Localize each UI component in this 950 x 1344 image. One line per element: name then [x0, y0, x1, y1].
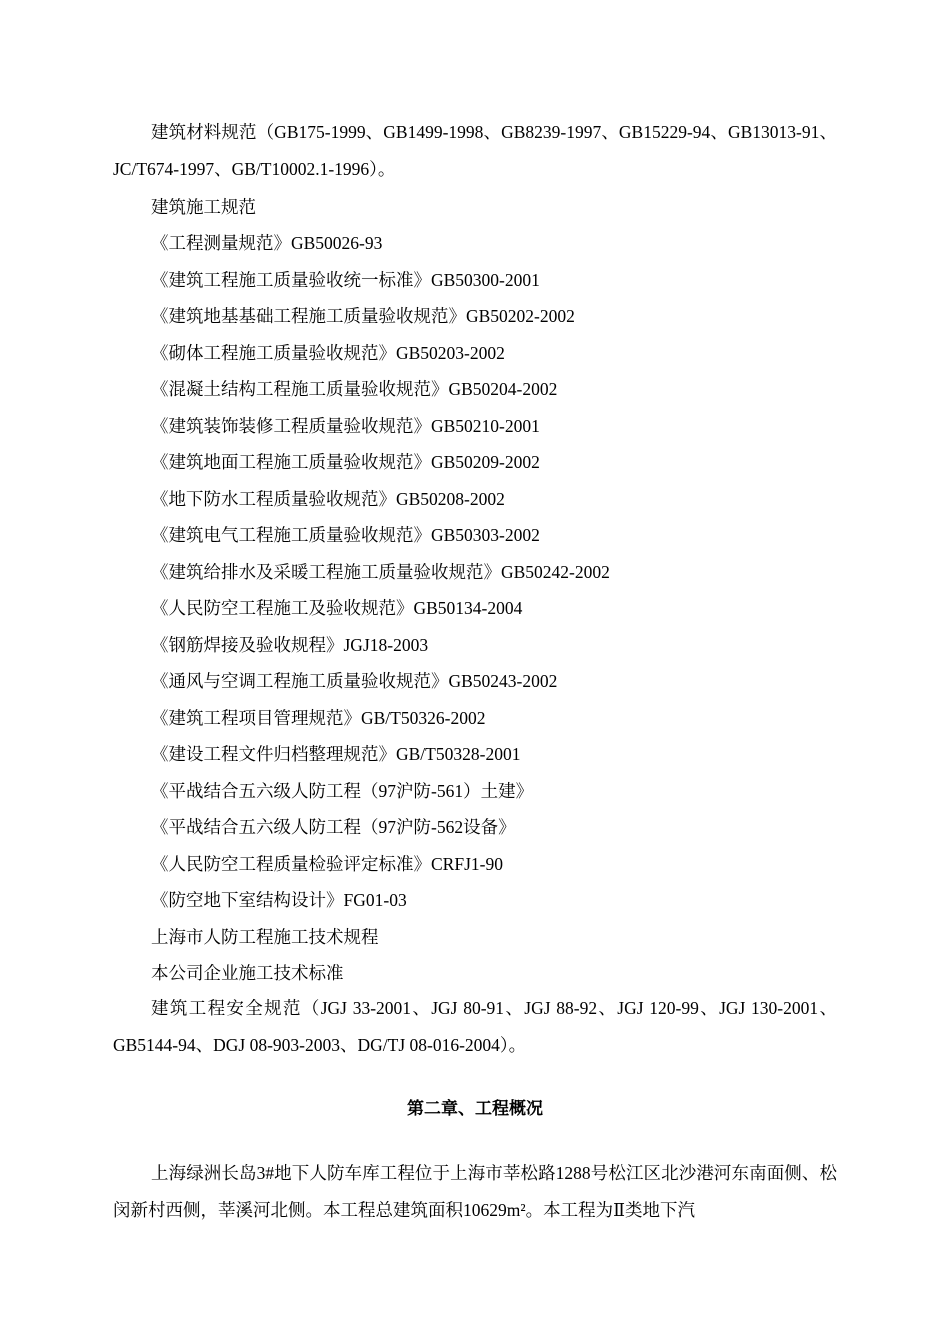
- standard-line: 上海市人防工程施工技术规程: [151, 927, 379, 947]
- standard-line: 《平战结合五六级人防工程（97沪防-561）土建》: [151, 781, 534, 801]
- standard-line: 《砌体工程施工质量验收规范》GB50203-2002: [151, 343, 505, 363]
- standard-line: 《混凝土结构工程施工质量验收规范》GB50204-2002: [151, 379, 558, 399]
- standard-line: 《通风与空调工程施工质量验收规范》GB50243-2002: [151, 671, 558, 691]
- safety-standards-paragraph: 建筑工程安全规范（JGJ 33-2001、JGJ 80-91、JGJ 88-92、JGJ 120-99、JGJ 130-2001、GB5144-94、DGJ 08-903-2003、DG/TJ 08-016-2004）。: [113, 998, 837, 1055]
- standard-line: 《建筑装饰装修工程质量验收规范》GB50210-2001: [151, 416, 540, 436]
- standard-line: 建筑施工规范: [151, 197, 256, 217]
- materials-standards-paragraph: 建筑材料规范（GB175-1999、GB1499-1998、GB8239-1997、GB15229-94、GB13013-91、JC/T674-1997、GB/T10002.1-1996）。: [113, 122, 837, 179]
- standard-line: 《平战结合五六级人防工程（97沪防-562设备》: [151, 817, 516, 837]
- standard-line: 《地下防水工程质量验收规范》GB50208-2002: [151, 489, 505, 509]
- project-overview-paragraph: 上海绿洲长岛3#地下人防车库工程位于上海市莘松路1288号松江区北沙港河东南面侧、松闵新村西侧，莘溪河北侧。本工程总建筑面积10629m²。本工程为Ⅱ类地下汽: [113, 1163, 837, 1220]
- standard-line: 《建筑工程施工质量验收统一标准》GB50300-2001: [151, 270, 540, 290]
- standard-line: 本公司企业施工技术标准: [151, 963, 344, 983]
- standard-line: 《建筑工程项目管理规范》GB/T50326-2002: [151, 708, 486, 728]
- standard-line: 《钢筋焊接及验收规程》JGJ18-2003: [151, 635, 429, 655]
- standard-line: 《建设工程文件归档整理规范》GB/T50328-2001: [151, 744, 521, 764]
- standard-line: 《人民防空工程质量检验评定标准》CRFJ1-90: [151, 854, 503, 874]
- chapter-heading: 第二章、工程概况: [407, 1099, 543, 1119]
- standard-line: 《人民防空工程施工及验收规范》GB50134-2004: [151, 598, 523, 618]
- standard-line: 《建筑电气工程施工质量验收规范》GB50303-2002: [151, 525, 540, 545]
- standard-line: 《工程测量规范》GB50026-93: [151, 233, 383, 253]
- standard-line: 《建筑给排水及采暖工程施工质量验收规范》GB50242-2002: [151, 562, 610, 582]
- standard-line: 《建筑地基基础工程施工质量验收规范》GB50202-2002: [151, 306, 575, 326]
- standard-line: 《建筑地面工程施工质量验收规范》GB50209-2002: [151, 452, 540, 472]
- standard-line: 《防空地下室结构设计》FG01-03: [151, 890, 407, 910]
